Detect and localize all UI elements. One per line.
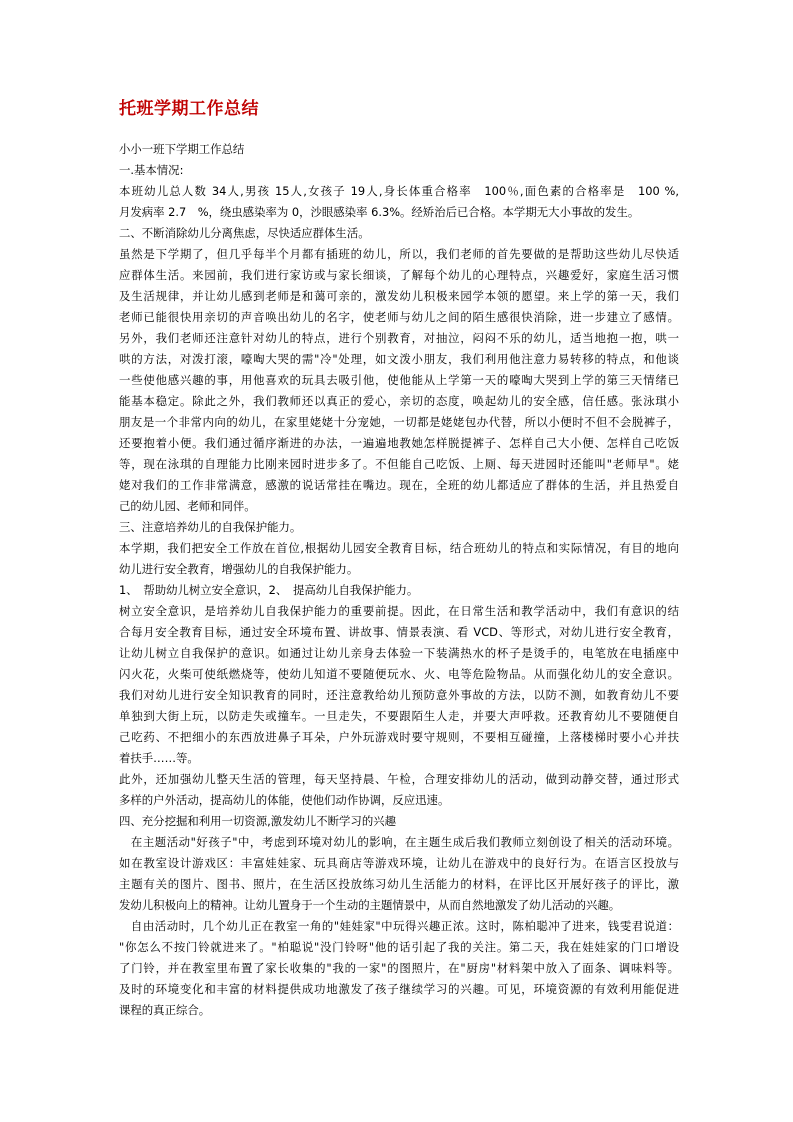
body-line: 三、注意培养幼儿的自我保护能力。 <box>119 520 302 534</box>
body-line: "你怎么不按门铃就进来了。"柏聪说"没门铃呀"他的话引起了我的关注。第二天，我在娃娃家的门口增设 <box>119 940 679 954</box>
body-line: 合每月安全教育目标，通过安全环境布置、讲故事、情景表演、看 VCD、等形式，对幼儿进行安全教育， <box>119 625 679 639</box>
body-line: 一.基本情况: <box>119 163 184 177</box>
body-line: 主题有关的图片、图书、照片，在生活区投放练习幼儿生活能力的材料，在评比区开展好孩子的评比，激 <box>119 877 679 891</box>
body-line: 着扶手……等。 <box>119 751 199 765</box>
body-line: 树立安全意识，是培养幼儿自我保护能力的重要前提。因此，在日常生活和教学活动中，我们有意识的结 <box>119 604 679 618</box>
document-body <box>119 139 679 1021</box>
body-line: 己的幼儿园、老师和同伴。 <box>119 499 256 513</box>
body-line: 等，现在泳琪的自理能力比刚来园时进步多了。不但能自己吃饭、上厕、每天进园时还能叫"老师早"。姥 <box>119 457 679 471</box>
body-line: 在主题活动"好孩子"中，考虑到环境对幼儿的影响，在主题生成后我们教师立刻创设了相关的活动环境。 <box>119 835 679 849</box>
body-line: 另外，我们老师还注意针对幼儿的特点，进行个别教育，对抽泣，闷闷不乐的幼儿，适当地抱一抱，哄一 <box>119 331 679 345</box>
body-line: 课程的真正综合。 <box>119 1003 211 1017</box>
body-line: 二、不断消除幼儿分离焦虑，尽快适应群体生活。 <box>119 226 370 240</box>
body-line: 能基本稳定。除此之外，我们教师还以真正的爱心，亲切的态度，唤起幼儿的安全感，信任感。张泳琪小 <box>119 394 679 408</box>
body-line: 本学期，我们把安全工作放在首位,根据幼儿园安全教育目标，结合班幼儿的特点和实际情况，有目的地向 <box>119 541 679 555</box>
body-line: 幼儿进行安全教育，增强幼儿的自我保护能力。 <box>119 562 359 576</box>
body-line: 发幼儿积极向上的精神。让幼儿置身于一个生动的主题情景中，从而自然地激发了幼儿活动的兴趣。 <box>119 898 621 912</box>
body-line: 1、 帮助幼儿树立安全意识，2、 提高幼儿自我保护能力。 <box>119 583 419 597</box>
body-line: 还要抱着小便。我们通过循序渐进的办法，一遍遍地教她怎样脱提裤子、怎样自己大小便、怎样自己吃饭 <box>119 436 679 450</box>
body-line: 姥对我们的工作非常满意，感激的说话常挂在嘴边。现在，全班的幼儿都适应了群体的生活，并且热爱自 <box>119 478 679 492</box>
body-line: 己吃药、不把细小的东西放进鼻子耳朵，户外玩游戏时要守规则，不要相互碰撞，上落楼梯时要小心并扶 <box>119 730 679 744</box>
body-line: 虽然是下学期了，但几乎每半个月都有插班的幼儿，所以，我们老师的首先要做的是帮助这些幼儿尽快适 <box>119 247 679 261</box>
body-line: 朋友是一个非常内向的幼儿，在家里姥姥十分宠她，一切都是姥姥包办代替，所以小便时不但不会脱裤子， <box>119 415 679 429</box>
body-line: 如在教室设计游戏区：丰富娃娃家、玩具商店等游戏环境，让幼儿在游戏中的良好行为。在语言区投放与 <box>119 856 679 870</box>
body-line: 小小一班下学期工作总结 <box>119 142 245 156</box>
body-line: 及时的环境变化和丰富的材料提供成功地激发了孩子继续学习的兴趣。可见，环境资源的有效利用能促进 <box>119 982 679 996</box>
body-line: 让幼儿树立自我保护的意识。如通过让幼儿亲身去体验一下装满热水的杯子是烫手的，电笔放在电插座中 <box>119 646 679 660</box>
body-line: 月发病率 2.7 %，绕虫感染率为 0，沙眼感染率 6.3%。经矫治后已合格。本学期无大小事故的发生。 <box>119 205 640 219</box>
body-line: 老师已能很快用亲切的声音唤出幼儿的名字，使老师与幼儿之间的陌生感很快消除，进一步建立了感情。 <box>119 310 679 324</box>
body-line: 了门铃，并在教室里布置了家长收集的"我的一家"的图照片，在"厨房"材料架中放入了面条、调味料等。 <box>119 961 679 975</box>
body-line: 本班幼儿总人数 34人,男孩 15人,女孩子 19人,身长体重合格率 100％,面色素的合格率是 100 %, <box>119 184 679 198</box>
body-line: 应群体生活。来园前，我们进行家访或与家长细谈，了解每个幼儿的心理特点，兴趣爱好，家庭生活习惯 <box>119 268 679 282</box>
body-line: 此外，还加强幼儿整天生活的管理，每天坚持晨、午检，合理安排幼儿的活动，做到动静交替，通过形式 <box>119 772 679 786</box>
body-line: 多样的户外活动，提高幼儿的体能，使他们动作协调，反应迅速。 <box>119 793 450 807</box>
body-line: 单独到大街上玩，以防走失或撞车。一旦走失，不要跟陌生人走，并要大声呼救。还教育幼儿不要随便自 <box>119 709 679 723</box>
body-line: 及生活规律，并让幼儿感到老师是和蔼可亲的，激发幼儿积极来园学本领的愿望。来上学的第一天，我们 <box>119 289 679 303</box>
body-line: 闪火花，火柴可使纸燃烧等，使幼儿知道不要随便玩水、火、电等危险物品。从而强化幼儿的安全意识。 <box>119 667 679 681</box>
body-line: 我们对幼儿进行安全知识教育的同时，还注意教给幼儿预防意外事故的方法，以防不测，如教育幼儿不要 <box>119 688 679 702</box>
body-line: 哄的方法，对泼打滚，嚎啕大哭的需"冷"处理，如文泼小朋友，我们利用他注意力易转移的特点，和他谈 <box>119 352 679 366</box>
document-title: 托班学期工作总结 <box>119 99 259 119</box>
body-line: 自由活动时，几个幼儿正在教室一角的"娃娃家"中玩得兴趣正浓。这时，陈柏聪冲了进来，钱雯君说道： <box>119 919 679 933</box>
body-line: 四、充分挖掘和利用一切资源,激发幼儿不断学习的兴趣 <box>119 814 396 828</box>
body-line: 一些使他感兴趣的事，用他喜欢的玩具去吸引他，使他能从上学第一天的嚎啕大哭到上学的第三天情绪已 <box>119 373 679 387</box>
